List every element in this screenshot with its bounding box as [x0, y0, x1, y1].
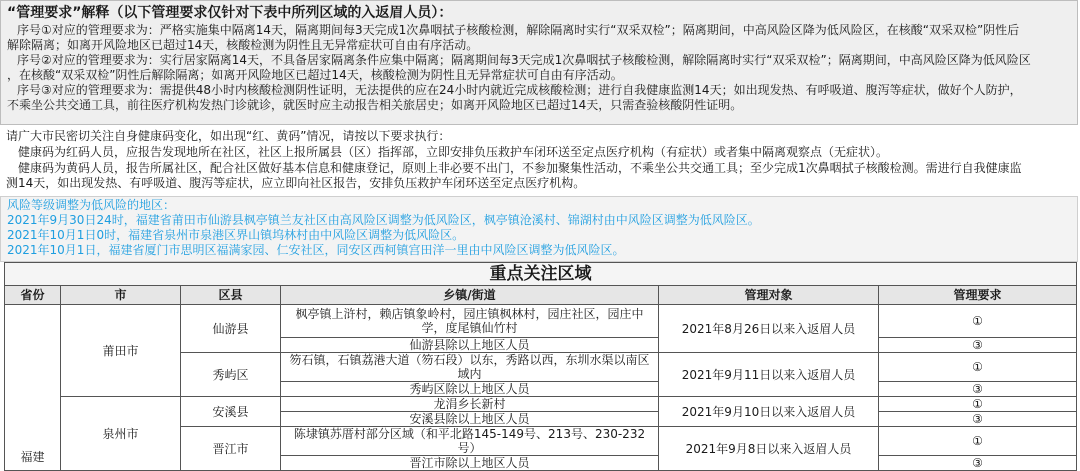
- city-cell: 莆田市: [61, 305, 181, 397]
- note-line: 不乘坐公共交通工具，前往医疗机构发热门诊就诊，就医时应主动报告相关旅居史；如离开风险地区已超过14天，只需查验核酸阴性证明。: [7, 98, 743, 112]
- town-cell: 仙游县除以上地区人员: [281, 338, 659, 353]
- column-header-city: 市: [61, 286, 181, 305]
- requirement-cell: ①: [879, 427, 1077, 456]
- town-cell: 陈埭镇苏厝村部分区域（和平北路145-149号、213号、230-232号）: [281, 427, 659, 456]
- risk-updates-heading: 风险等级调整为低风险的地区：: [7, 198, 176, 212]
- county-cell: 仙游县: [181, 305, 281, 353]
- column-header-target: 管理对象: [659, 286, 879, 305]
- health-code-yellow-cont: 测14天，如出现发热、有呼吸道、腹泻等症状，应立即向社区报告，安排负压救护车闭环送至定点医疗机构。: [6, 176, 586, 190]
- note-line: 序号①对应的管理要求为：严格实施集中隔离14天，隔离期间每3天完成1次鼻咽拭子核酸检测，解除隔离时实行“双采双检”；隔离期间，中高风险区降为低风险区，在核酸“双采双检”阴性后: [17, 23, 1020, 37]
- requirement-cell: ③: [879, 456, 1077, 471]
- target-cell: 2021年9月10日以来入返眉人员: [659, 397, 879, 427]
- health-code-red: 健康码为红码人员，应报告发现地所在社区，社区上报所属县（区）指挥部，立即安排负压救护车闭环送至定点医疗机构（有症状）或者集中隔离观察点（无症状）。: [18, 145, 889, 159]
- management-notes-title: “管理要求”解释（以下管理要求仅针对下表中所列区域的入返眉人员）：: [7, 5, 453, 21]
- requirement-cell: ①: [879, 353, 1077, 382]
- column-header-county: 区县: [181, 286, 281, 305]
- target-cell: 2021年9月11日以来入返眉人员: [659, 353, 879, 397]
- risk-update-item: 2021年10月1日，福建省厦门市思明区福满家园、仁安社区，同安区西柯镇宫田洋一里由中风险区调整为低风险区。: [7, 243, 625, 257]
- table-title: 重点关注区域: [5, 263, 1077, 286]
- county-cell: 安溪县: [181, 397, 281, 427]
- target-cell: 2021年8月26日以来入返眉人员: [659, 305, 879, 353]
- table-row: [5, 397, 1077, 412]
- province-cell: 福建: [5, 305, 61, 471]
- note-line: 解除隔离；如离开风险地区已超过14天，核酸检测为阴性且无异常症状可自由有序活动。: [7, 38, 479, 52]
- column-header-province: 省份: [5, 286, 61, 305]
- town-cell: 秀屿区除以上地区人员: [281, 382, 659, 397]
- risk-update-item: 2021年10月1日0时，福建省泉州市泉港区界山镇坞林村由中风险区调整为低风险区。: [7, 228, 465, 242]
- city-cell: 泉州市: [61, 397, 181, 471]
- town-cell: 晋江市除以上地区人员: [281, 456, 659, 471]
- note-line: ，在核酸“双采双检”阴性后解除隔离；如离开风险地区已超过14天，核酸检测为阴性且无异常症状可自由有序活动。: [7, 68, 623, 82]
- target-cell: 2021年9月8日以来入返眉人员: [659, 427, 879, 471]
- requirement-cell: ①: [879, 305, 1077, 338]
- requirement-cell: ③: [879, 338, 1077, 353]
- health-code-section: [0, 126, 1078, 196]
- health-code-yellow: 健康码为黄码人员，报告所属社区，配合社区做好基本信息和健康登记，原则上非必要不出门，不参加聚集性活动，不乘坐公共交通工具；至少完成1次鼻咽拭子核酸检测。需进行自我健康监: [18, 161, 1022, 175]
- town-cell: 笏石镇，石镇荔港大道（笏石段）以东，秀路以西，东圳水渠以南区域内: [281, 353, 659, 382]
- table-row: [5, 305, 1077, 338]
- health-code-intro: 请广大市民密切关注自身健康码变化，如出现“红、黄码”情况，请按以下要求执行：: [6, 129, 451, 143]
- requirement-cell: ③: [879, 412, 1077, 427]
- column-header-requirement: 管理要求: [879, 286, 1077, 305]
- risk-updates-panel: [0, 196, 1078, 262]
- note-line: 序号③对应的管理要求为：需提供48小时内核酸检测阴性证明，无法提供的应在24小时内就近完成核酸检测；进行自我健康监测14天；如出现发热、有呼吸道、腹泻等症状，做好个人防护，: [17, 83, 1022, 97]
- risk-update-item: 2021年9月30日24时，福建省莆田市仙游县枫亭镇兰友社区由高风险区调整为低风险区，枫亭镇沧溪村、锦湖村由中风险区调整为低风险区。: [7, 213, 760, 227]
- town-cell: 龙涓乡长新村: [281, 397, 659, 412]
- management-notes-panel: [0, 0, 1078, 125]
- county-cell: 秀屿区: [181, 353, 281, 397]
- county-cell: 晋江市: [181, 427, 281, 471]
- requirement-cell: ①: [879, 397, 1077, 412]
- column-header-town: 乡镇/街道: [281, 286, 659, 305]
- note-line: 序号②对应的管理要求为：实行居家隔离14天，不具备居家隔离条件应集中隔离；隔离期间每3天完成1次鼻咽拭子核酸检测，解除隔离时实行“双采双检”；隔离期间，中高风险区降为低风险区: [17, 53, 1031, 67]
- requirement-cell: ③: [879, 382, 1077, 397]
- town-cell: 枫亭镇上浒村，赖店镇象岭村，园庄镇枫林村，园庄社区，园庄中学，度尾镇仙竹村: [281, 305, 659, 338]
- town-cell: 安溪县除以上地区人员: [281, 412, 659, 427]
- key-zones-table: [4, 262, 1077, 471]
